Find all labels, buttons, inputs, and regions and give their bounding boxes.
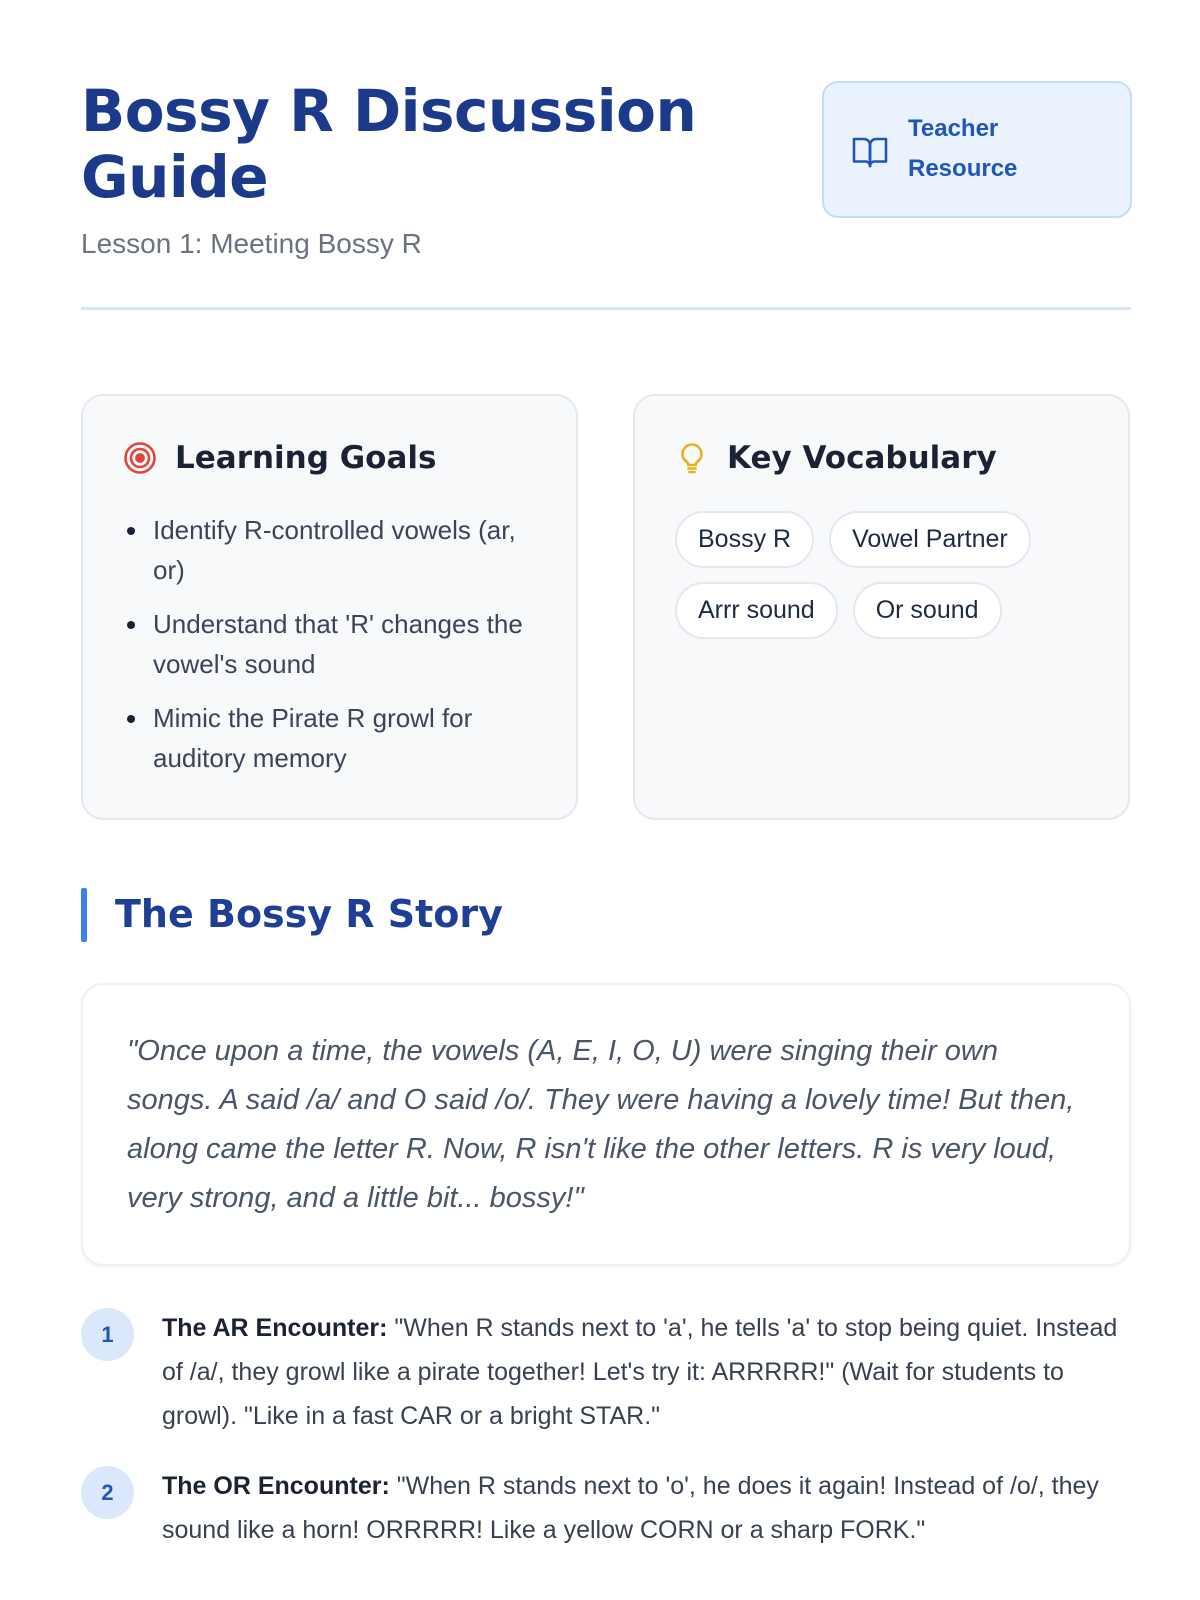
list-item [127,698,527,778]
vocabulary-tag-list [675,511,1095,639]
step-label: The OR Encounter: [162,1472,390,1500]
bullet-icon [127,621,135,629]
goal-text: Understand that 'R' changes the vowel's sound [153,609,523,679]
header-divider [81,307,1131,310]
learning-goals-title: Learning Goals [175,440,437,476]
page-subtitle: Lesson 1: Meeting Bossy R [81,228,422,259]
vocab-tag: Bossy R [675,511,814,568]
target-icon [123,441,157,475]
goal-text: Mimic the Pirate R growl for auditory memory [153,703,473,773]
story-section-header [81,888,681,942]
learning-goals-header [123,438,436,478]
key-vocabulary-header [675,438,997,478]
story-section-title: The Bossy R Story [115,892,503,936]
learning-goals-list [127,510,527,792]
page-title: Bossy R Discussion Guide [81,77,697,211]
story-quote-box [81,983,1131,1266]
vocab-tag: Arrr sound [675,582,838,639]
vocab-tag: Vowel Partner [829,511,1031,568]
step-description: "When R stands next to 'a', he tells 'a' to stop being quiet. Instead of /a/, they growl like a pirate together! Let's try it: ARRRRR!" (Wait for students to growl). "Like in a fast CAR or a bright STAR." [162,1314,1118,1430]
vocab-tag: Or sound [853,582,1002,639]
book-open-icon [852,135,888,169]
badge-label: Teacher Resource [908,115,1018,182]
step-description: "When R stands next to 'o', he does it again! Instead of /o/, they sound like a horn! ORRRRR! Like a yellow CORN or a sharp FORK." [162,1472,1099,1544]
step-number-badge: 2 [81,1466,134,1519]
list-item [127,510,527,590]
step-number-badge: 1 [81,1308,134,1361]
key-vocabulary-card [633,394,1130,820]
step-label: The AR Encounter: [162,1314,388,1342]
step-text [162,1306,1127,1438]
story-quote: "Once upon a time, the vowels (A, E, I, O, U) were singing their own songs. A said /a/ and O said /o/. They were having a lovely time! But then, along came the letter R. Now, R isn't like the other letters. R is very loud, very strong, and a little bit... bossy!" [127,1035,1075,1214]
learning-goals-card [81,394,578,820]
page-header [81,78,1131,310]
section-accent-bar [81,888,87,942]
key-vocabulary-title: Key Vocabulary [727,440,997,476]
lightbulb-icon [675,441,709,475]
teacher-resource-badge [822,81,1132,218]
step-text [162,1464,1127,1552]
bullet-icon [127,527,135,535]
list-item [127,604,527,684]
goal-text: Identify R-controlled vowels (ar, or) [153,515,516,585]
bullet-icon [127,715,135,723]
